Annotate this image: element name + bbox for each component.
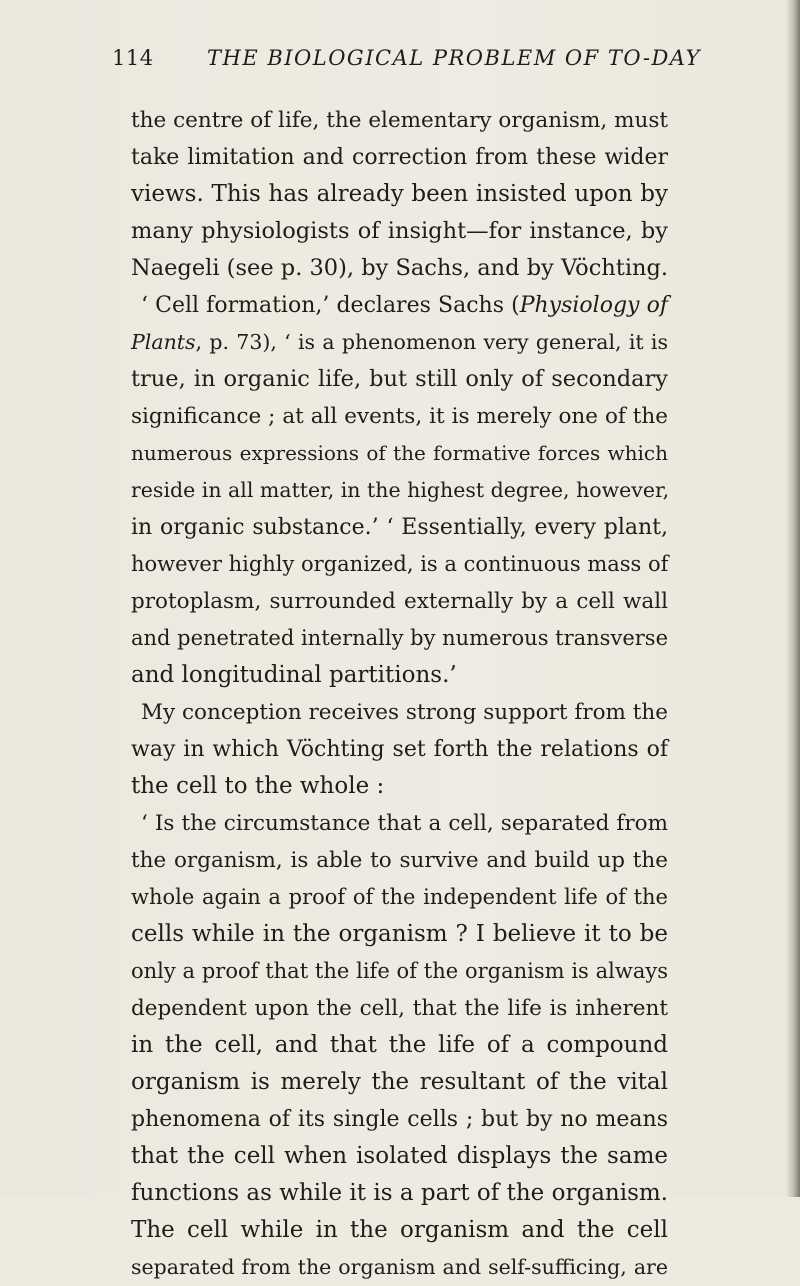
text-line: functions as while it is a part of the organism. — [131, 1180, 668, 1206]
text-line: cells while in the organism ? I believe it to be — [131, 921, 668, 947]
text-line: dependent upon the cell, that the life is inherent — [131, 996, 668, 1021]
text-line: however highly organized, is a continuous mass of — [131, 552, 669, 576]
running-head: THE BIOLOGICAL PROBLEM OF TO-DAY — [207, 46, 701, 70]
text-run: , p. 73), ‘ is a phenomenon very general, it is — [195, 330, 668, 354]
text-line: numerous expressions of the formative forces which — [131, 441, 668, 465]
text-line: The cell while in the organism and the cell — [131, 1217, 668, 1243]
text-line: way in which Vöchting set forth the relations of — [131, 737, 668, 762]
text-line: the centre of life, the elementary organism, must — [131, 108, 668, 133]
page-header — [112, 40, 701, 76]
text-line: only a proof that the life of the organism is always — [131, 959, 668, 983]
text-line: the organism, is able to survive and build up the — [131, 848, 668, 873]
text-line: in organic substance.’ ‘ Essentially, every plant, — [131, 515, 668, 540]
page-number: 114 — [112, 46, 154, 70]
text-line: the cell to the whole : — [131, 773, 385, 799]
text-line: many physiologists of insight—for instance, by — [131, 218, 668, 244]
text-line: and longitudinal partitions.’ — [131, 662, 457, 688]
text-run: ‘ Cell formation,’ declares Sachs ( — [141, 293, 520, 318]
text-line: views. This has already been insisted upon by — [131, 181, 668, 207]
text-line: take limitation and correction from these wider — [131, 145, 668, 170]
text-line: whole again a proof of the independent life of the — [131, 885, 668, 909]
book-title-italic: Plants — [131, 330, 196, 354]
text-line: in the cell, and that the life of a compound — [131, 1032, 668, 1058]
text-line: My conception receives strong support from the — [141, 700, 668, 725]
text-line: separated from the organism and self-sufficing, are — [131, 1255, 668, 1279]
text-line-with-title — [131, 287, 668, 324]
text-line: that the cell when isolated displays the same — [131, 1143, 668, 1169]
text-line: and penetrated internally by numerous transverse — [131, 626, 668, 650]
text-line: Naegeli (see p. 30), by Sachs, and by Vöchting. — [131, 255, 669, 281]
text-line: reside in all matter, in the highest degree, however, — [131, 478, 670, 502]
text-line: significance ; at all events, it is merely one of the — [131, 404, 668, 429]
text-line: ‘ Is the circumstance that a cell, separated from — [141, 811, 668, 836]
text-line: protoplasm, surrounded externally by a cell wall — [131, 589, 668, 614]
book-title-italic: Physiology of — [519, 293, 668, 318]
text-line: organism is merely the resultant of the vital — [131, 1069, 668, 1095]
body-text — [131, 102, 668, 1286]
text-line: true, in organic life, but still only of secondary — [131, 366, 668, 392]
text-line: phenomena of its single cells ; but by no means — [131, 1107, 668, 1132]
text-line-with-title — [131, 324, 668, 361]
page-edge-shadow — [786, 0, 800, 1197]
